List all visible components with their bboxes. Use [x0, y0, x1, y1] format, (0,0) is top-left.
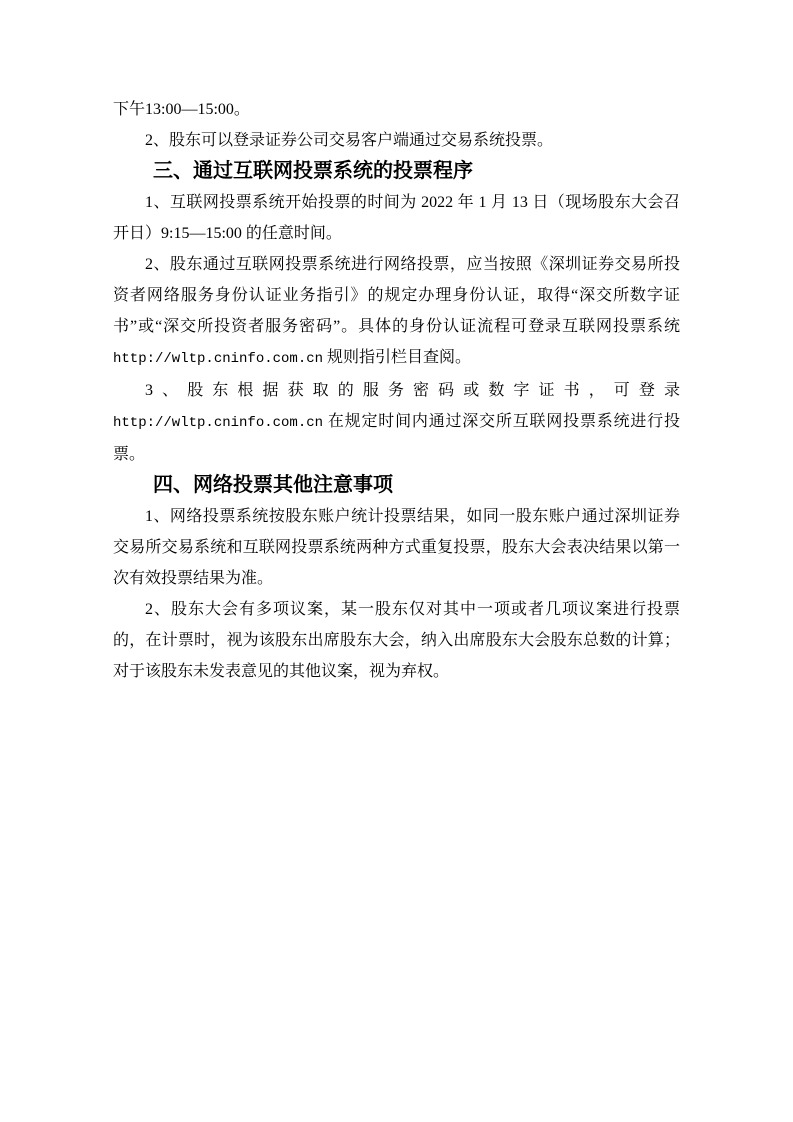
document-body — [113, 94, 680, 687]
text-run: 下午13:00—15:00。 — [113, 101, 250, 118]
paragraph-identity-authentication — [113, 249, 680, 375]
paragraph-partial-voting-rule — [113, 594, 680, 687]
text-run: 2、股东大会有多项议案，某一股东仅对其中一项或者几项议案进行投票的，在计票时，视为该股东出席股东大会，纳入出席股东大会股东总数的计算；对于该股东未发表意见的其他议案，视为弃权。 — [113, 601, 680, 680]
paragraph-vote-counting-rule — [113, 501, 680, 594]
text-run: 2、股东可以登录证券公司交易客户端通过交易系统投票。 — [145, 132, 554, 149]
text-run: 1、网络投票系统按股东账户统计投票结果，如同一股东账户通过深圳证券交易所交易系统和互联网投票系统两种方式重复投票，股东大会表决结果以第一次有效投票结果为准。 — [113, 508, 680, 587]
text-run: 2、股东通过互联网投票系统进行网络投票，应当按照《深圳证券交易所投资者网络服务身份认证业务指引》的规定办理身份认证，取得“深交所数字证书”或“深交所投资者服务密码”。具体的身份认证流程可登录互联网投票系统 — [113, 256, 680, 335]
heading-section-3-internet-voting-procedure — [113, 156, 680, 187]
text-run: 3、股东根据获取的服务密码或数字证书，可登录 — [145, 382, 680, 399]
text-run: 规则指引栏目查阅。 — [323, 349, 472, 366]
paragraph-login-and-vote — [113, 375, 680, 470]
heading-text: 三、通过互联网投票系统的投票程序 — [153, 160, 473, 182]
text-run: 在规定时间内通过深交所互联网投票系统进行投票。 — [113, 413, 680, 463]
paragraph-trading-system-voting — [113, 125, 680, 156]
text-run: 1、互联网投票系统开始投票的时间为 2022 年 1 月 13 日（现场股东大会召开日）9:15—15:00 的任意时间。 — [113, 194, 680, 242]
voting-system-url-text: http://wltp.cninfo.com.cn — [113, 351, 324, 367]
paragraph-internet-voting-time — [113, 187, 680, 249]
paragraph-voting-time-afternoon — [113, 94, 680, 125]
heading-text: 四、网络投票其他注意事项 — [153, 474, 393, 496]
voting-system-url-text: http://wltp.cninfo.com.cn — [113, 415, 324, 431]
heading-section-4-other-notes — [113, 470, 680, 501]
